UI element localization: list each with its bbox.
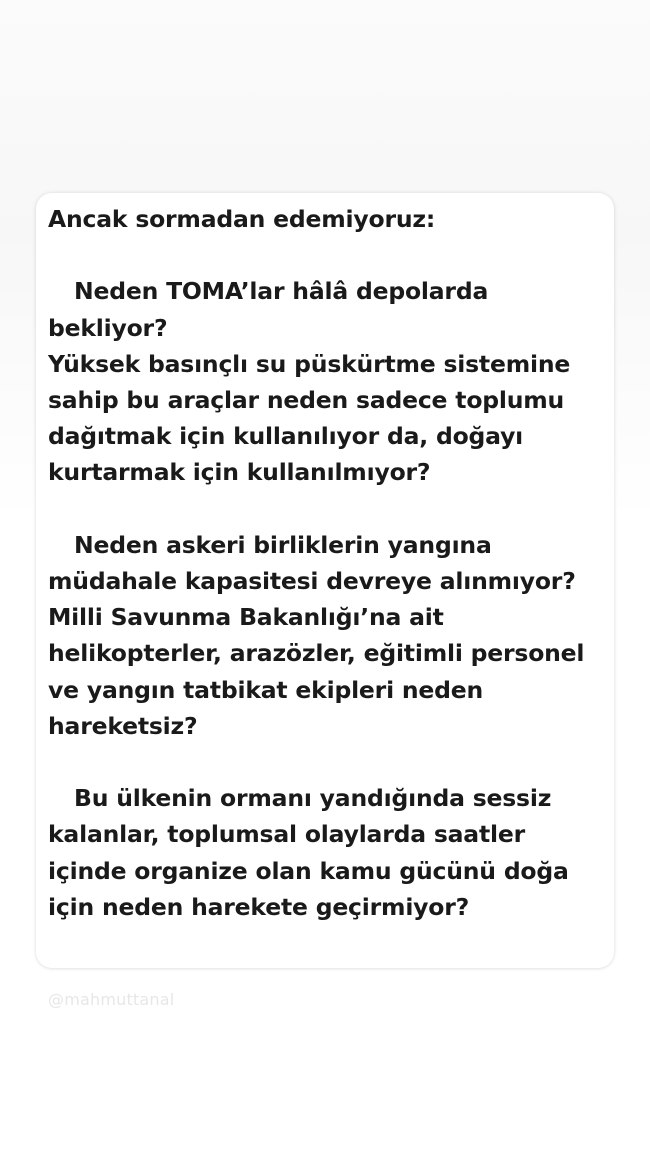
text-line: hareketsiz? [48,711,198,740]
text-line: Bu ülkenin ormanı yandığında sessiz [74,784,552,813]
blank-line [48,491,604,527]
blank-line [48,744,604,780]
text-line: Ancak sormadan edemiyoruz: [48,205,436,233]
text-line: Yüksek basınçlı su püskürtme sistemine [48,349,571,378]
text-card [36,193,614,968]
text-line: için neden harekete geçirmiyor? [48,892,470,921]
text-line: sahip bu araçlar neden sadece toplumu [48,386,565,414]
blank-line [48,237,604,273]
text-line: müdahale kapasitesi devreye alınmıyor? [48,567,576,595]
text-line: kurtarmak için kullanılmıyor? [48,458,431,487]
text-line: Milli Savunma Bakanlığı’na ait [48,603,444,632]
text-line: Neden TOMA’lar hâlâ depolarda [74,277,489,306]
text-line: kalanlar, toplumsal olaylarda saatler [48,820,525,849]
text-line: dağıtmak için kullanılıyor da, doğayı [48,422,524,451]
watermark-handle: @mahmuttanal [48,990,175,1009]
text-line: helikopterler, arazözler, eğitimli personel [48,639,585,668]
post-text [48,201,604,925]
text-line: ve yangın tatbikat ekipleri neden [48,675,484,704]
text-line: bekliyor? [48,313,168,342]
text-line: içinde organize olan kamu gücünü doğa [48,856,569,885]
text-line: Neden askeri birliklerin yangına [74,530,492,559]
